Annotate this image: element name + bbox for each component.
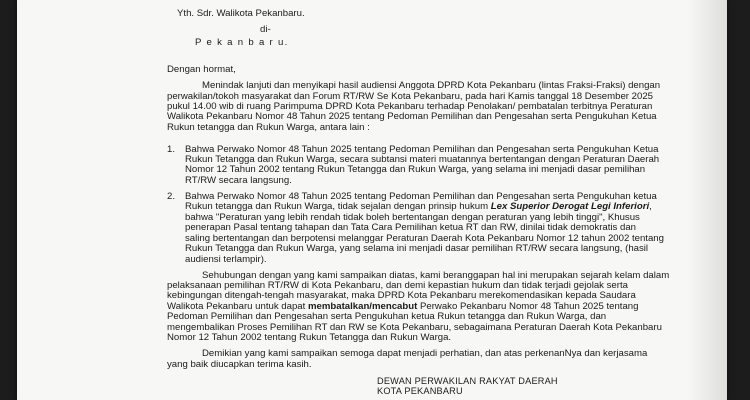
body-line: Pedoman Pemilihan dan Pengesahan serta Pengukuhan ketua Rukun tetangga dan Rukun Warga, dan: [167, 311, 607, 323]
body-line: pelaksanaan pemilihan RT/RW di Kota Pekanbaru, dan demi kepastian hukum dan tidak terjadi gejolak serta: [167, 280, 628, 291]
intro-line: Walikota Pekanbaru Nomor 48 Tahun 2025 tentang Pedoman Pemilihan dan Pengesahan serta Pengukuhan Ketua: [167, 111, 657, 123]
list-item-line: Nomor 12 Tahun 2002 tentang Rukun Tetangga dan Rukun Warga, yang selama ini menjadi dasar pemilihan: [185, 164, 646, 176]
body-line: mengembalikan Proses Pemilihan RT dan RW se Kota Pekanbaru, sebagaimana Peraturan Daerah Kota Pekanbaru: [167, 321, 662, 333]
list-item-line: bahwa "Peraturan yang lebih rendah tidak boleh bertentangan dengan peraturan yang lebih tinggi", Khusus: [185, 211, 640, 223]
list-item-line: Rukun Tetangga dan Rukun Warga, secara subtansi materi muatannya bertentangan dengan Peraturan Daerah: [185, 153, 660, 165]
emphasis-text: membatalkan/mencabut: [307, 300, 418, 312]
legal-maxim: Lex Superior Derogat Legi Inferiori: [490, 201, 650, 213]
intro-line: Rukun tetangga dan Rukun Warga, antara lain :: [167, 121, 370, 133]
signature-city: KOTA PEKANBARU: [377, 386, 463, 396]
list-item-line: Bahwa Perwako Nomor 48 Tahun 2025 tentang Pedoman Pemilihan dan Pengesahan serta Pengukuhan ketua: [185, 190, 657, 202]
list-item-line: Bahwa Perwako Nomor 48 Tahun 2025 tentang Pedoman Pemilihan dan Pengesahan serta Pengukuhan Ketua: [185, 143, 659, 155]
intro-line: perwakilan/tokoh masyarakat dan Forum RT/RW Se Kota Pekanbaru, pada hari Kamis tanggal 18 Desember 2025: [167, 90, 653, 102]
list-number: 2.: [167, 190, 176, 202]
list-item-line: Rukun Tetangga dan Rukun Warga, yang selama ini menjadi dasar pemilihan RT/RW secara langsung, (hasil: [185, 243, 649, 255]
list-number: 1.: [167, 143, 176, 155]
letter-page: [17, 0, 727, 400]
list-item-line: saling bertentangan dan berpotensi melanggar Peraturan Daerah Kota Pekanbaru Nomor 12 tahun 2002 tentang: [185, 232, 664, 244]
list-item-text: ,: [649, 201, 652, 213]
body-line: Sehubungan dengan yang kami sampaikan diatas, kami beranggapan hal ini merupakan sejarah kelam dalam: [202, 269, 670, 281]
body-line: Nomor 12 Tahun 2002 tentang Rukun Tetangga dan Rukun Warga.: [167, 332, 452, 344]
intro-line: pukul 14.00 wib di ruang Parimpuma DPRD Kota Pekanbaru terhadap Penolakan/ pembatalan terbitnya Peraturan: [167, 100, 653, 112]
recipient-city: P e k a n b a r u.: [195, 37, 289, 48]
intro-line: Menindak lanjuti dan menyikapi hasil audiensi Anggota DPRD Kota Pekanbaru (lintas Fraksi-Fraksi) dengan: [202, 80, 661, 92]
salutation: Dengan hormat,: [167, 64, 236, 75]
recipient-di: di-: [260, 24, 271, 35]
signature-institution: DEWAN PERWAKILAN RAKYAT DAERAH: [377, 375, 558, 386]
body-line: kebingungan ditengah-tengah masyarakat, maka DPRD Kota Pekanbaru merekomendasikan kepada Saudara: [167, 290, 636, 302]
closing-line: Demikian yang kami sampaikan semoga dapat menjadi perhatian, dan atas perkenanNya dan kerjasama: [202, 348, 648, 360]
list-item-text: Rukun tetangga dan Rukun Warga, tidak sejalan dengan prinsip hukum: [185, 201, 491, 213]
recipient-line: Yth. Sdr. Walikota Pekanbaru.: [177, 8, 305, 19]
list-item-line: audiensi terlampir).: [185, 253, 267, 265]
body-line: [167, 300, 639, 312]
closing-line: yang baik diucapkan terima kasih.: [167, 358, 312, 370]
list-item-line: RT/RW secara langsung.: [185, 174, 292, 186]
body-text: Walikota Pekanbaru untuk dapat: [167, 300, 308, 312]
list-item-line: [185, 201, 652, 213]
list-item-line: penerapan Pasal tentang tahapan dan Tata Cara Pemilihan ketua RT dan RW, dinilai tidak demokratis dan: [185, 222, 637, 234]
body-text: Perwako Pekanbaru Nomor 48 Tahun 2025 tentang: [417, 300, 639, 312]
